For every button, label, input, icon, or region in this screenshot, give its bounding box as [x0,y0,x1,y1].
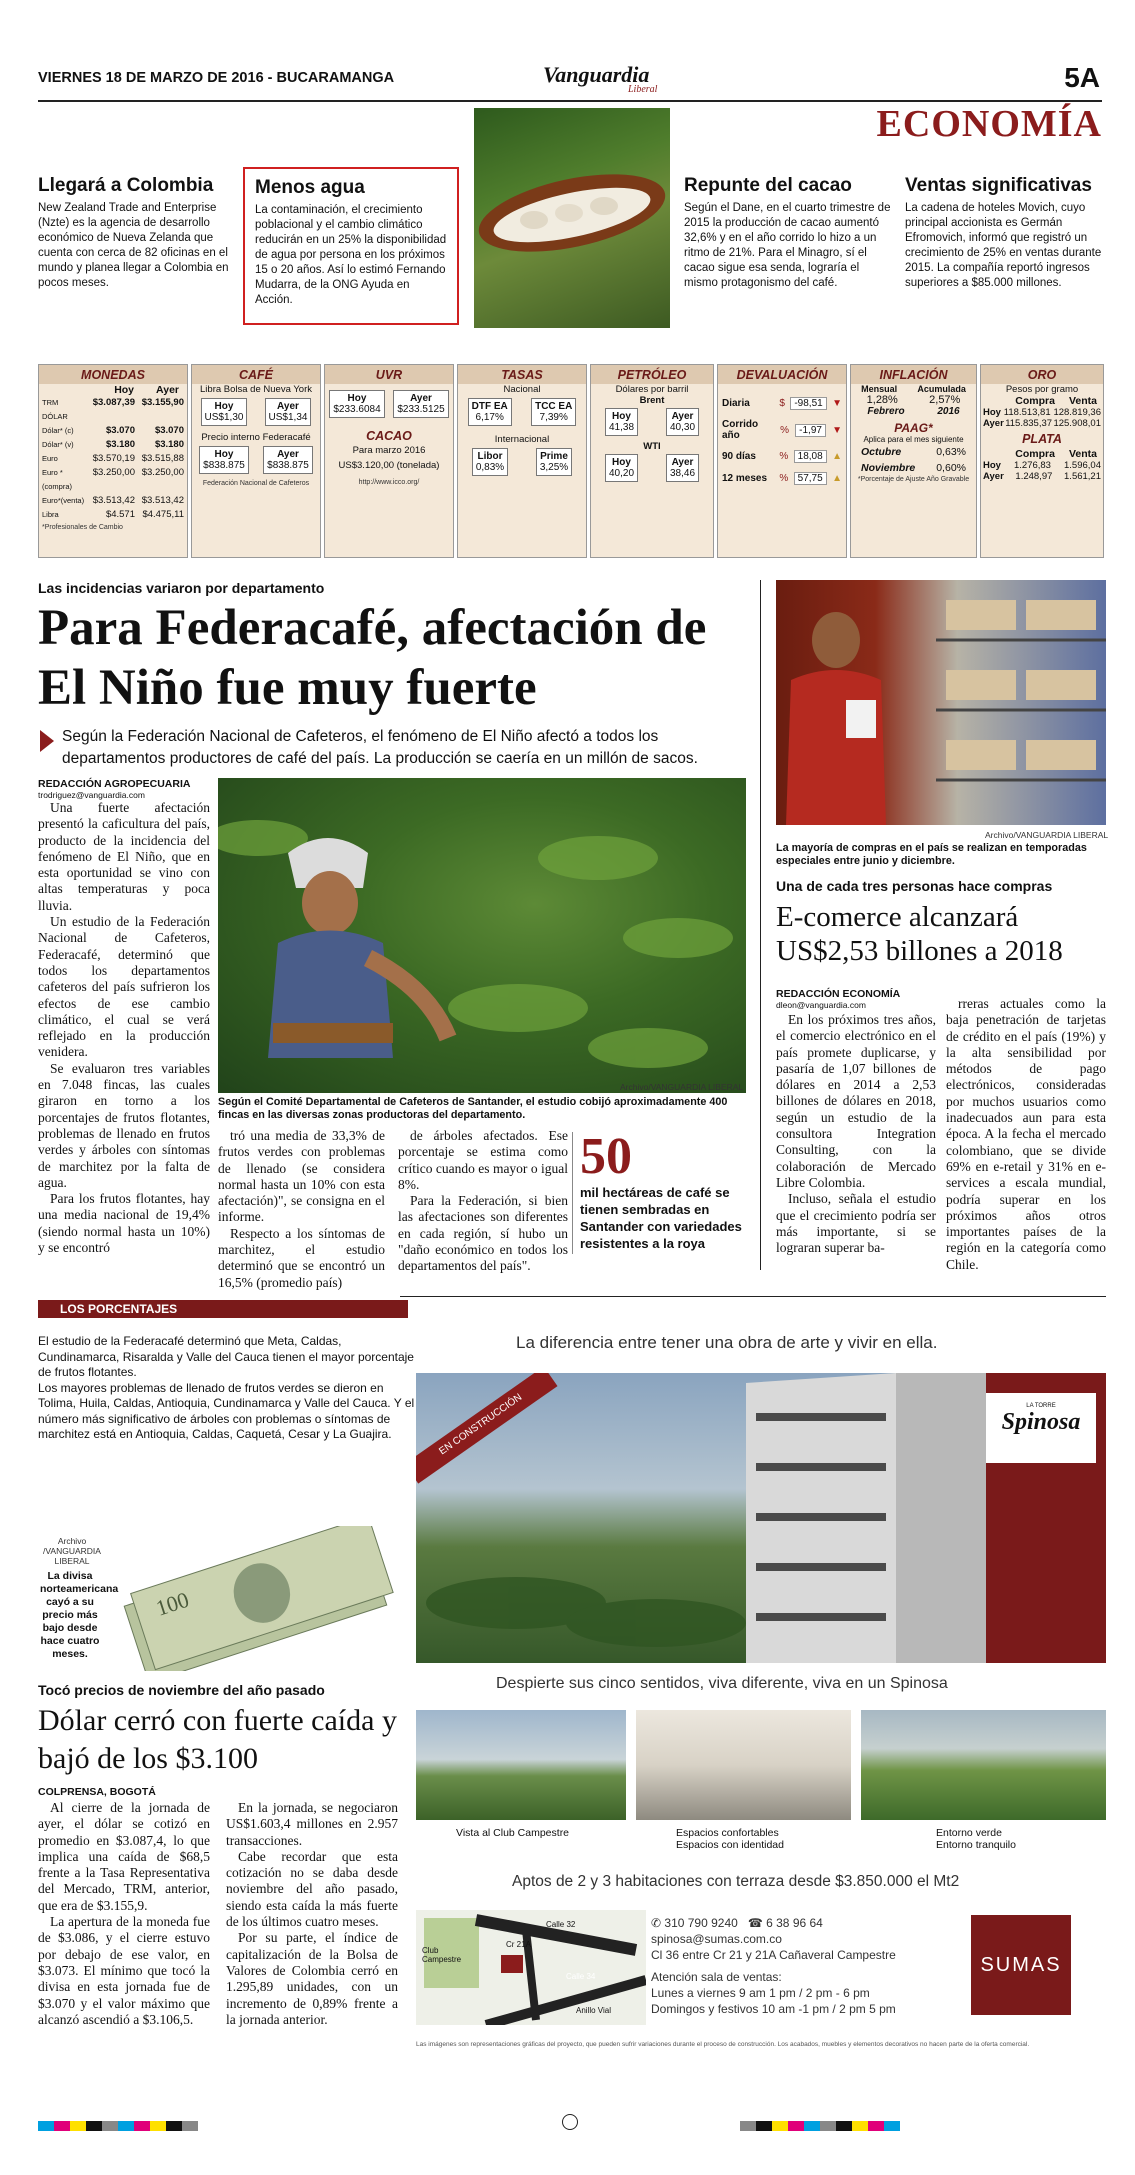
monedas-hoy: $3.087,39 [92,397,135,408]
paragraph: Un estudio de la Federación Nacional de Cafeteros, Federacafé, determinó que todos los departamentos cafeteros del país sufrieron los efectos de ese cambio climático, el cual se verá reflejado en la producción venidera. [38,914,210,1060]
paragraph: La apertura de la moneda fue de $3.086, y el cierre estuvo por debajo de ese valor, en $3.073. El mínimo que tocó la divisa en esta jornada fue de $3.070 y el valor máximo que alcanzó ascendió a $3.106,5. [38,1914,210,2027]
monedas-ayer: $4.475,11 [142,509,184,520]
col-ayer: Ayer [156,384,179,396]
label: Ayer [277,449,299,460]
indicator-title: MONEDAS [39,365,187,384]
ad-email[interactable]: spinosa@sumas.com.co [651,1932,782,1946]
ad-phone-1[interactable]: 310 790 9240 [664,1916,738,1930]
value: $838.875 [203,460,245,471]
monedas-ayer: $3.515,88 [141,453,184,464]
dolar-column-2 [226,1800,398,2028]
col-venta: Venta [1068,448,1097,460]
photo-credit: Archivo/VANGUARDIA LIBERAL [620,1082,744,1092]
col-compra: Compra [1015,448,1055,460]
ad-location-map [416,1910,646,2025]
label: Hoy [347,393,367,404]
label: Ayer [410,393,432,404]
col-compra: Compra [1015,395,1055,407]
value: 41,38 [608,422,635,433]
cacao-sub: Para marzo 2016 [352,445,426,456]
brief-text: La cadena de hoteles Movich, cuyo principal accionista es Germán Efromovich, informó que registró un crecimiento de 25% en ventas durante 2015. La compañía reportó ingresos superiores a $85.000 millones. [905,202,1102,289]
brent-ayer-box [666,408,699,436]
arrow-up-icon: ▲ [832,473,842,484]
paag-sub: Aplica para el mes siguiente [863,435,964,444]
value: 40,30 [669,422,696,433]
ad-subline: Despierte sus cinco sentidos, viva diferente, viva en un Spinosa [496,1675,948,1692]
brief-text: La contaminación, el crecimiento poblacional y el cambio climático reducirán en un 25% la disponibilidad de agua por persona en los próximos 15 o 20 años. Así lo estimó Fernando Mudarra, de la ONG Ayuda en Acción. [255,204,447,306]
cafe-hoy-box [201,398,248,426]
paragraph: Cabe recordar que esta cotización no se daba desde noviembre del año pasado, siendo esta caída la más fuerte de los últimos cuatro meses. [226,1848,398,1930]
coffee-farmer-illustration [218,778,746,1093]
ecommerce-kicker: Una de cada tres personas hace compras [776,878,1053,894]
tasas-sub1: Nacional [503,384,541,395]
label: Hoy [214,401,234,412]
ayer-label: Ayer [983,471,1004,482]
monedas-row [42,508,184,522]
photo-caption: Según el Comité Departamental de Cafeteros de Santander, el estudio cobijó aproximadamente 400 fincas en las diversas zonas productoras del departamento. [218,1096,728,1121]
sidebar-paragraph: El estudio de la Federacafé determinó que Meta, Caldas, Cundinamarca, Risaralda y Valle del Cauca tienen el mayor porcentaje de frutos flotantes. [38,1334,414,1379]
photo-credit: Archivo/VANGUARDIA LIBERAL [985,830,1109,840]
cacao-value: US$3.120,00 (tonelada) [338,460,440,471]
brief-text: New Zealand Trade and Enterprise (Nzte) es la agencia de desarrollo económico de Nueva Zelanda que cuenta con cerca de 82 oficinas en el mundo y planea llegar a Colombia en pocos meses. [38,202,229,289]
plata-ayer-venta: 1.561,21 [1064,471,1101,482]
paragraph: Incluso, señala el estudio que el crecimiento podría ser más importante, si se lograran superar ba- [776,1191,936,1256]
arrow-up-icon: ▲ [832,451,842,462]
indicator-note: *Profesionales de Cambio [42,524,123,531]
paragraph: Por su parte, el índice de capitalización de la Bolsa de Valores de Colombia cerró en 1.295,89 unidades, con un incremento de 0,89% frente a la jornada anterior. [226,1930,398,2027]
devaluacion-unit: $ [779,398,785,409]
noviembre-label: Noviembre [861,462,916,474]
print-color-bar [740,2118,900,2128]
oro-ayer-compra: 115.835,37 [1005,418,1053,429]
ad-photo-caption: Vista al Club Campestre [456,1827,570,1839]
photo-caption: La divisa norteamericana cayó a su precio más bajo desde hace cuatro meses. [40,1570,119,1660]
ad-photo-green [861,1710,1106,1820]
value: 7,39% [539,412,568,423]
brief-title: Menos agua [255,177,365,198]
brief-title: Repunte del cacao [684,175,852,196]
builder-logo-text: SUMAS [980,1954,1062,1976]
ad-photo-club [416,1710,626,1820]
tcc-box [531,398,576,426]
phone-icon: ✆ [651,1916,662,1930]
hoy-label: Hoy [983,460,1001,471]
main-headline: Para Federacafé, afectación de El Niño fue muy fuerte [38,600,707,716]
col-hoy: Hoy [114,384,135,396]
label: TCC EA [535,401,573,412]
map-label: Cr 21A [506,1940,531,1949]
ecommerce-column-2 [946,996,1106,1273]
print-color-bar [38,2118,198,2128]
main-deck: Según la Federación Nacional de Cafeteros, el fenómeno de El Niño afectó a todos los departamentos productores de café del país. La producción se caería en un millón de sacos. [62,728,698,767]
devaluacion-row [722,472,842,485]
octubre-value: 0,63% [936,446,966,458]
oro-hoy-venta: 128.819,36 [1053,407,1101,418]
monedas-label: TRM DÓLAR [42,398,68,421]
indicator-uvr [324,364,454,558]
monedas-label: Dólar* (c) [42,426,74,435]
page-number: 5A [1064,62,1100,93]
indicator-tasas [457,364,587,558]
paragraph: de árboles afectados. Ese porcentaje se estima como crítico cuando es mayor o igual 8%. [398,1128,568,1192]
value: $838.875 [267,460,309,471]
indicator-oro [980,364,1104,558]
ecommerce-column-1 [776,1012,936,1256]
oro-hoy-compra: 118.513,81 [1003,407,1051,418]
cafe-sub2: Precio interno Federacafé [201,432,311,443]
ayer-label: Ayer [983,418,1004,429]
brand-small: LA TORRE [1026,1403,1056,1409]
label: Hoy [612,457,631,468]
indicator-inflacion [850,364,977,558]
label: Ayer [671,457,694,468]
octubre-label: Octubre [861,446,902,458]
header-logo-sub: Liberal [628,84,658,95]
monedas-label: Euro*(venta) [42,496,85,505]
stat-block [580,1128,746,1252]
uvr-ayer-box [393,390,448,418]
main-email: trodriguez@vanguardia.com [38,790,145,800]
brief-title: Ventas significativas [905,175,1092,196]
ecommerce-byline: REDACCIÓN ECONOMÍA [776,988,901,1000]
indicator-title: TASAS [458,365,586,384]
monedas-ayer: $3.513,42 [141,495,184,506]
paragraph: En los próximos tres años, el comercio electrónico en el país promete duplicarse, y pasaría de 1,07 billones de dólares en 2014 a 2,53 billones de dólares en 2018, según un estudio de la consultora Integration Consulting, con la colaboración de Mercado Libre Colombia. [776,1012,936,1190]
section-title: ECONOMÍA [876,103,1102,145]
indicator-monedas [38,364,188,558]
monedas-hoy: $3.070 [105,425,135,436]
header-date: VIERNES 18 DE MARZO DE 2016 - BUCARAMANGA [38,70,395,86]
sidebar-porcentajes-bar [38,1300,408,1318]
hoy-label: Hoy [983,407,1001,418]
dolar-column-1 [38,1800,210,2028]
value: US$1,30 [204,412,244,423]
monedas-row [42,424,184,438]
petroleo-sub: Dólares por barril [615,384,689,395]
devaluacion-row [722,450,842,463]
value: US$1,34 [268,412,308,423]
plata-hoy-venta: 1.596,04 [1064,460,1101,471]
devaluacion-label: 90 días [722,451,756,462]
indicator-note: Federación Nacional de Cafeteros [202,480,310,487]
indicator-title: INFLACIÓN [851,365,976,384]
monedas-row [42,438,184,452]
cacao-title: CACAO [366,429,412,443]
cafe-sub1: Libra Bolsa de Nueva York [200,384,312,395]
ad-brand-box [986,1393,1096,1463]
warehouse-illustration [776,580,1106,825]
map-label: Anillo Vial [576,2006,611,2015]
indicator-note: http://www.icco.org/ [358,479,420,486]
photo-caption: La mayoría de compras en el país se realizan en temporadas especiales entre junio y diciembre. [776,842,1087,867]
ad-contact [651,1915,951,2017]
ad-photo-caption: Espacios confortables Espacios con identidad [676,1827,784,1851]
masthead [38,60,1102,102]
brief-ventas-significativas [905,175,1105,291]
monedas-row [42,452,184,466]
monedas-hoy: $3.513,42 [92,495,135,506]
main-column-2 [218,1128,385,1291]
paragraph: En la jornada, se negociaron US$1.603,4 millones en 2.957 transacciones. [226,1800,398,1848]
paragraph: rreras actuales como la baja penetración de tarjetas de crédito en el país (19%) y la alta sensibilidad por métodos de pago electrónicos, consideradas por muchos usuarios como inadecuados aun para esta época. A la fecha el mercado colombiano, que se divide 69% en e-retail y 31% en e-services a escala mundial, podría superar en los próximos años otros importantes países de la región en la categoría como Chile. [946,996,1106,1272]
indicator-title: UVR [325,365,453,384]
devaluacion-unit: % [779,473,789,484]
ad-hours-1: Lunes a viernes 9 am 1 pm / 2 pm - 6 pm [651,1986,870,2000]
devaluacion-rows [718,384,846,498]
ad-hours-title: Atención sala de ventas: [651,1970,782,1984]
prime-box [536,448,572,476]
monedas-label: Libra [42,510,59,519]
brief-llegara-colombia [38,175,238,291]
brief-repunte-cacao [684,175,894,291]
arrow-down-icon: ▼ [832,398,842,409]
phone-icon: ☎ [747,1916,763,1930]
devaluacion-label: Corrido año [722,419,759,441]
sidebar-text [38,1334,418,1443]
horizontal-rule [400,1296,1106,1297]
devaluacion-label: Diaria [722,398,750,409]
monedas-ayer: $3.250,00 [141,467,184,478]
indicator-title: PETRÓLEO [591,365,713,384]
value: 6,17% [475,412,504,423]
monedas-row [42,494,184,508]
svg-text:100: 100 [152,1586,192,1621]
label: Libor [477,451,503,462]
stat-text: mil hectáreas de café se tienen sembradas en Santander con variedades resistentes a la roya [580,1185,742,1251]
column-rule [572,1132,573,1254]
ad-tagline: La diferencia entre tener una obra de arte y vivir en ella. [516,1333,938,1352]
value: 3,25% [539,462,569,473]
warehouse-photo [776,580,1106,825]
brand-name: Spinosa [1001,1409,1081,1435]
tasas-sub2: Internacional [494,434,550,445]
ad-disclaimer: Las imágenes son representaciones gráficas del proyecto, que pueden sufrir variaciones durante el proceso de construcción. Los acabados, muebles y elementos decorativos no hacen parte de la oferta comercial. [416,2041,1030,2048]
dollar-bills-photo [108,1526,398,1671]
value: $233.5125 [397,404,445,415]
noviembre-value: 0,60% [936,462,966,474]
indicator-title: DEVALUACIÓN [718,365,846,384]
cafe-hoy2-box [199,446,249,474]
paag-title: PAAG* [894,421,933,435]
main-column-3 [398,1128,568,1275]
monedas-hoy: $4.571 [105,509,135,520]
label: Ayer [671,411,694,422]
dollar-bills-illustration [108,1526,398,1671]
brief-menos-agua [243,167,459,325]
map-label: Club Campestre [422,1946,462,1964]
col-mensual: Mensual [861,384,898,394]
monedas-hoy: $3.570,19 [92,453,135,464]
spinosa-advertisement [416,1325,1106,2100]
devaluacion-unit: % [779,451,789,462]
monedas-hoy: $3.250,00 [92,467,135,478]
dolar-headline: Dólar cerró con fuerte caída y bajó de los $3.100 [38,1704,397,1775]
paragraph: Para la Federación, si bien las afectaciones son diferentes en cada región, sí hubo un "daño económico en todos los departamentos del país". [398,1193,568,1274]
monedas-label: Euro *(compra) [42,468,73,491]
coffee-farmer-photo [218,778,746,1093]
ecommerce-headline: E-comerce alcanzará US$2,53 billones a 2018 [776,901,1063,967]
paragraph: Al cierre de la jornada de ayer, el dólar se cotizó en promedio en $3.087,4, lo que implica una caída de $68,5 frente a la Tasa Representativa del Mercado, TRM, anterior, que era de $3.155,9. [38,1800,210,1913]
value: 40,20 [608,468,635,479]
label: DTF EA [471,401,508,412]
col-venta: Venta [1068,395,1097,407]
paragraph: tró una media de 33,3% de frutos verdes con problemas de llenado (se considera normal hasta un 10% con esta afectación)", se consigna en el informe. [218,1128,385,1225]
cafe-ayer2-box [263,446,313,474]
monedas-row [42,466,184,494]
devaluacion-label: 12 meses [722,473,768,484]
devaluacion-value: -1,97 [795,424,826,437]
paragraph: Respecto a los síntomas de marchitez, el estudio determinó que se encontró un 16,5% (promedio país) [218,1225,385,1290]
acumulada-label: 2016 [937,406,960,417]
plata-hoy-compra: 1.276,83 [1013,460,1051,471]
ad-address: Cl 36 entre Cr 21 y 21A Cañaveral Campestre [651,1948,896,1962]
header-logo: Vanguardia [543,62,650,87]
monedas-row [42,396,184,424]
monedas-label: Dólar* (v) [42,440,74,449]
dolar-kicker: Tocó precios de noviembre del año pasado [38,1682,325,1698]
vertical-rule [760,580,761,1270]
monedas-ayer: $3.155,90 [141,397,184,408]
devaluacion-row [722,397,842,410]
builder-logo [971,1915,1071,2015]
label: Hoy [214,449,234,460]
monedas-label: Euro [42,454,58,463]
map-label: Calle 34 [566,1972,596,1981]
arrow-down-icon: ▼ [832,424,842,436]
paragraph: Se evaluaron tres variables en 7.048 fincas, las cuales giraron en torno a los porcentajes de frutos flotantes, problemas de llenado en frutos verdes y árboles con síntomas de marchitez por la falta de agua. [38,1060,210,1190]
wti-hoy-box [605,454,638,482]
monedas-ayer: $3.070 [154,425,184,436]
paragraph: Una fuerte afectación presentó la caficultura del país, producto de la incidencia del fenómeno de El Niño, que en esta oportunidad se vino con altas temperaturas y poca lluvia. [38,800,210,913]
map-label: Calle 32 [546,1920,576,1929]
inflacion-mensual: 1,28% [866,394,898,406]
dtf-box [468,398,512,426]
stat-number: 50 [580,1128,632,1185]
deck-marker [40,730,54,752]
libor-box [472,448,508,476]
ribbon-text: EN CONSTRUCCIÓN [437,1391,525,1458]
sidebar-paragraph: Los mayores problemas de llenado de frutos verdes se dieron en Tolima, Huila, Caldas, Antioquia, Cundinamarca y Valle del Cauca. Y el número más significativo de árboles con problemas o síntomas de marchitez está en Antioquia, Caldas, Caquetá, Cesar y La Guajira. [38,1380,415,1441]
registration-mark-icon [562,2114,578,2130]
ad-photo-caption: Entorno verde Entorno tranquilo [936,1827,1016,1851]
monedas-ayer: $3.180 [154,439,184,450]
col-acumulada: Acumulada [917,384,966,394]
indicator-title: CAFÉ [192,365,320,384]
indicator-note: *Porcentaje de Ajuste Año Gravable [857,476,970,483]
brief-title: Llegará a Colombia [38,175,214,196]
brent-label: Brent [639,395,665,406]
indicator-devaluacion [717,364,847,558]
indicator-petroleo [590,364,714,558]
cacao-pod-illustration [474,108,670,328]
indicator-title: ORO [981,365,1103,384]
wti-ayer-box [666,454,699,482]
ad-hero-render [416,1373,1106,1663]
wti-label: WTI [643,441,661,452]
main-kicker: Las incidencias variaron por departamento [38,580,325,596]
main-byline: REDACCIÓN AGROPECUARIA [38,778,191,790]
devaluacion-value: 57,75 [794,472,827,485]
inflacion-acumulada: 2,57% [929,394,961,406]
paragraph: Para los frutos flotantes, hay una media nacional de 19,4% (siendo normal hasta un 10%) y se encontró [38,1191,210,1256]
uvr-hoy-box [329,390,384,418]
oro-ayer-venta: 125.908,01 [1053,418,1101,429]
cacao-photo [474,108,670,328]
photo-credit: Archivo /VANGUARDIA LIBERAL [43,1536,101,1566]
ad-offer: Aptos de 2 y 3 habitaciones con terraza desde $3.850.000 el Mt2 [512,1873,960,1890]
indicator-cafe [191,364,321,558]
ad-phone-2[interactable]: 6 38 96 64 [766,1916,823,1930]
value: 38,46 [669,468,696,479]
main-column-1 [38,800,210,1256]
label: Prime [540,451,568,462]
sidebar-title: LOS PORCENTAJES [60,1302,178,1316]
devaluacion-row [722,419,842,441]
oro-sub: Pesos por gramo [1005,384,1079,395]
label: Ayer [277,401,299,412]
brief-text: Según el Dane, en el cuarto trimestre de 2015 la producción de cacao aumentó 32,6% y en el año corrido lo hizo a un ritmo de 21%. Para el Minagro, sí el cacao sigue esa senda, lograría el mismo protagonismo del café. [684,202,891,289]
brent-hoy-box [605,408,638,436]
plata-ayer-compra: 1.248,97 [1015,471,1053,482]
monedas-hoy: $3.180 [105,439,135,450]
value: 0,83% [475,462,505,473]
devaluacion-value: -98,51 [790,397,826,410]
ecommerce-email: dleon@vanguardia.com [776,1000,866,1010]
devaluacion-unit: % [780,424,790,436]
label: Hoy [612,411,631,422]
map-illustration [416,1910,646,2025]
plata-title: PLATA [1022,432,1062,446]
ad-hours-2: Domingos y festivos 10 am -1 pm / 2 pm 5 pm [651,2002,896,2016]
ad-photo-interior [636,1710,851,1820]
devaluacion-value: 18,08 [794,450,827,463]
value: $233.6084 [333,404,381,415]
monedas-rows [39,396,187,522]
mensual-label: Febrero [867,406,905,417]
cafe-ayer-box [265,398,312,426]
dolar-byline: COLPRENSA, BOGOTÁ [38,1786,156,1798]
